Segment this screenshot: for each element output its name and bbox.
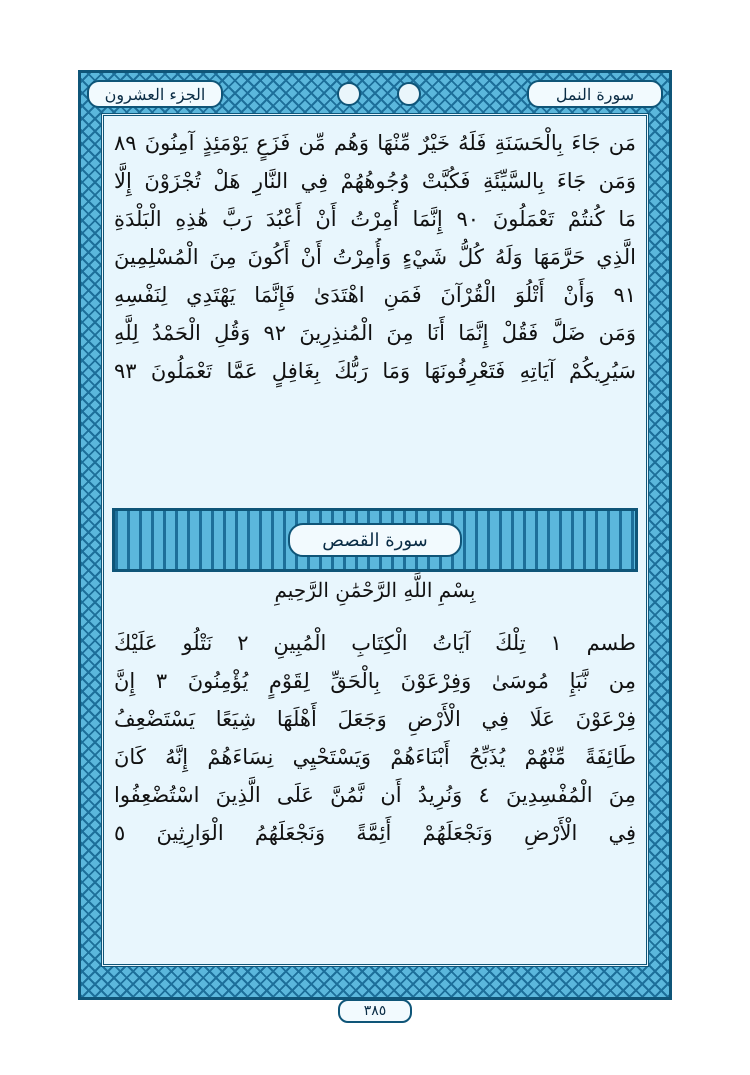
verse-line: مِنَ الْمُفْسِدِينَ ٤ وَنُرِيدُ أَن نَّمُنَّ عَلَى الَّذِينَ اسْتُضْعِفُوا [114, 783, 636, 807]
verse-line: فِي الْأَرْضِ وَنَجْعَلَهُمْ أَئِمَّةً وَنَجْعَلَهُمُ الْوَارِثِينَ ٥ [114, 821, 636, 845]
verse-line: مَا كُنتُمْ تَعْمَلُونَ ٩٠ إِنَّمَا أُمِرْتُ أَنْ أَعْبُدَ رَبَّ هَٰذِهِ الْبَلْدَةِ [114, 207, 636, 231]
page-number: ٣٨٥ [338, 999, 412, 1023]
verse-line: ٩١ وَأَنْ أَتْلُوَ الْقُرْآنَ فَمَنِ اهْتَدَىٰ فَإِنَّمَا يَهْتَدِي لِنَفْسِهِ [114, 283, 636, 307]
verse-line: مَن جَاءَ بِالْحَسَنَةِ فَلَهُ خَيْرٌ مِّنْهَا وَهُم مِّن فَزَعٍ يَوْمَئِذٍ آمِنُونَ ٨٩ [114, 131, 636, 155]
rosette-icon [337, 82, 361, 106]
surah-title: سورة القصص [288, 523, 462, 557]
text-area [101, 113, 649, 967]
verse-line: مِن نَّبَإِ مُوسَىٰ وَفِرْعَوْنَ بِالْحَقِّ لِقَوْمٍ يُؤْمِنُونَ ٣ إِنَّ [114, 669, 636, 693]
page-frame [78, 70, 672, 1019]
verse-line: طَائِفَةً مِّنْهُمْ يُذَبِّحُ أَبْنَاءَهُمْ وَيَسْتَحْيِي نِسَاءَهُمْ إِنَّهُ كَانَ [114, 745, 636, 769]
verse-line: وَمَن ضَلَّ فَقُلْ إِنَّمَا أَنَا مِنَ الْمُنذِرِينَ ٩٢ وَقُلِ الْحَمْدُ لِلَّهِ [114, 321, 636, 345]
surah-label: سورة النمل [527, 80, 663, 108]
rosette-icon [397, 82, 421, 106]
juz-label: الجزء العشرون [87, 80, 223, 108]
verses-bottom [114, 624, 636, 852]
verse-line: فِرْعَوْنَ عَلَا فِي الْأَرْضِ وَجَعَلَ أَهْلَهَا شِيَعًا يَسْتَضْعِفُ [114, 707, 636, 731]
verse-line: سَيُرِيكُمْ آيَاتِهِ فَتَعْرِفُونَهَا وَمَا رَبُّكَ بِغَافِلٍ عَمَّا تَعْمَلُونَ ٩٣ [114, 359, 636, 383]
verse-line: وَمَن جَاءَ بِالسَّيِّئَةِ فَكُبَّتْ وُجُوهُهُمْ فِي النَّارِ هَلْ تُجْزَوْنَ إِلَّا [114, 169, 636, 193]
surah-banner [112, 508, 638, 572]
verse-line: طسم ١ تِلْكَ آيَاتُ الْكِتَابِ الْمُبِينِ ٢ نَتْلُو عَلَيْكَ [114, 631, 636, 655]
page-header [87, 78, 663, 108]
verses-top [114, 124, 636, 390]
basmala: بِسْمِ اللَّهِ الرَّحْمَٰنِ الرَّحِيمِ [274, 578, 476, 602]
verse-line: الَّذِي حَرَّمَهَا وَلَهُ كُلُّ شَيْءٍ وَأُمِرْتُ أَنْ أَكُونَ مِنَ الْمُسْلِمِينَ [114, 245, 636, 269]
